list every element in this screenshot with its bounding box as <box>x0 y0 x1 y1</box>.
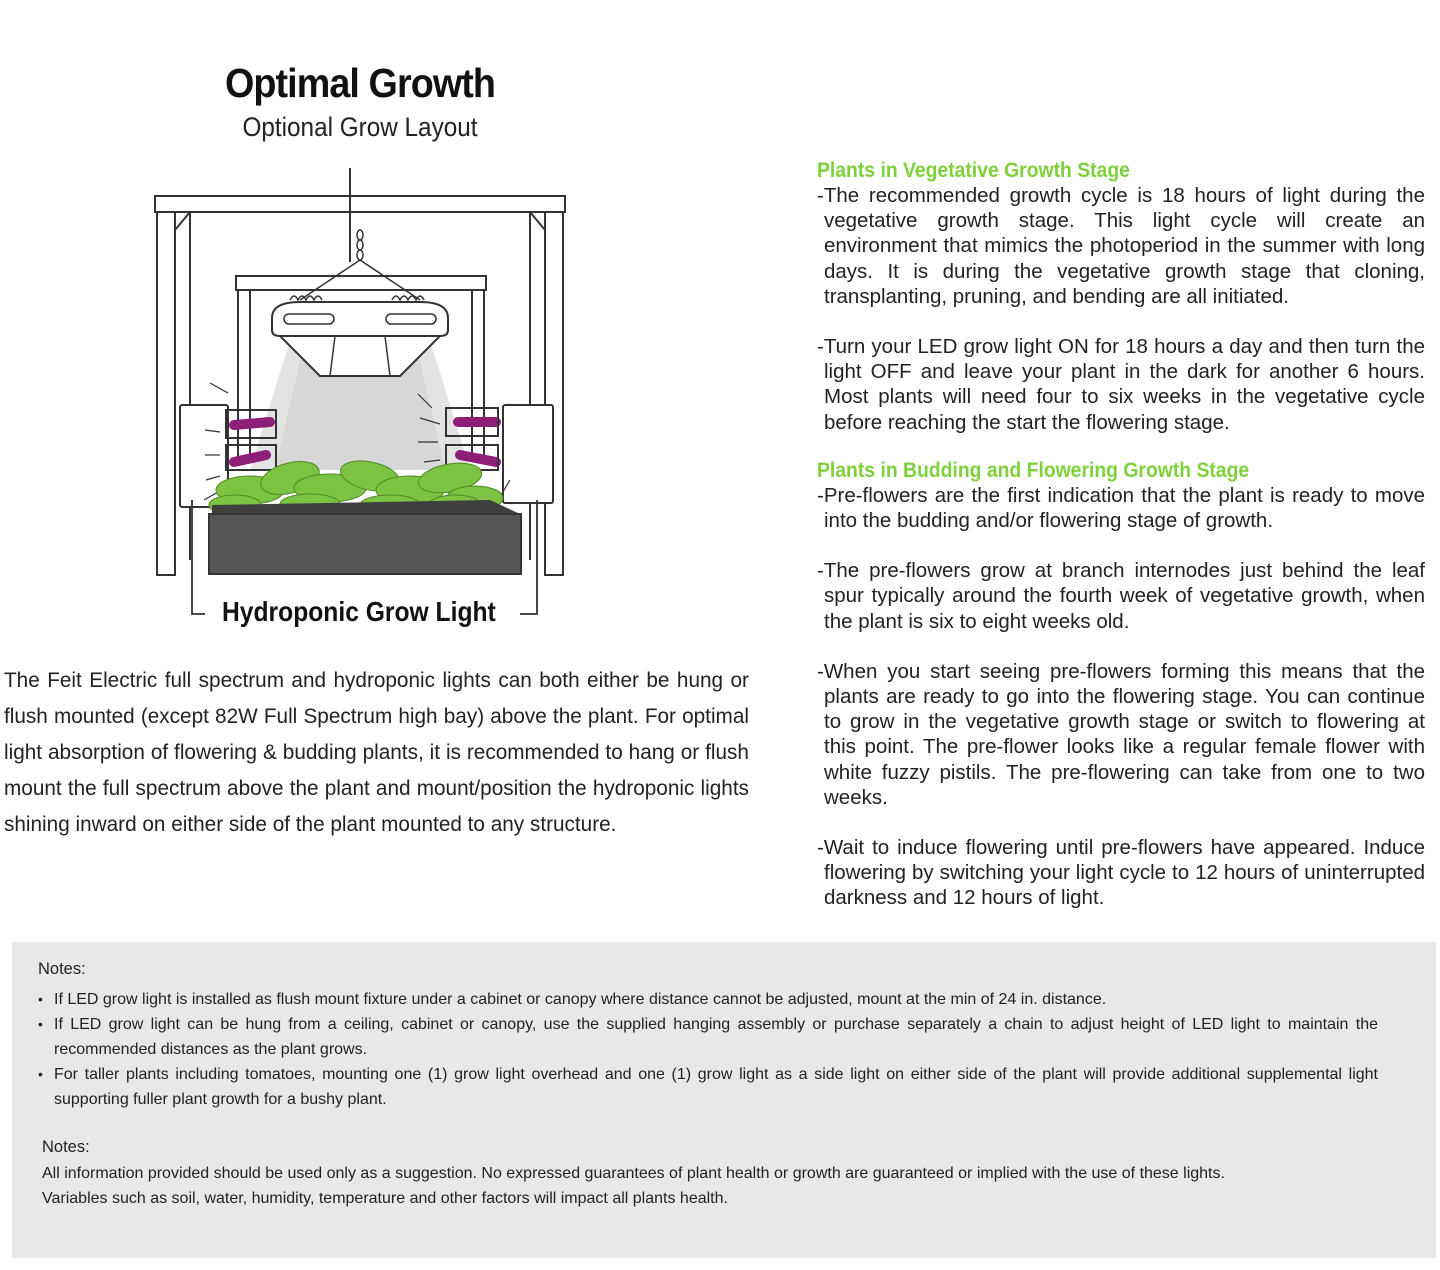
bullet-icon: • <box>38 1066 43 1082</box>
growth-stage-column <box>817 157 1425 936</box>
disclaimer-line: All information provided should be used only as a suggestion. No expressed guarantees of plant health or growth are guaranteed or implied with the use of these lights. <box>42 1165 1225 1182</box>
flowering-section <box>817 457 1425 911</box>
bullet-icon: • <box>38 1016 43 1032</box>
notes-list <box>38 987 1378 1112</box>
note-text: If LED grow light can be hung from a ceiling, cabinet or canopy, use the supplied hanging assembly or purchase separately a chain to adjust height of LED light to maintain the recommended distances as the plant grows. <box>54 1016 1378 1058</box>
paragraph: -When you start seeing pre-flowers forming this means that the plants are ready to go into the flowering stage. You can continue to grow in the vegetative growth stage or switch to flowering at this point. The pre-flower looks like a regular female flower with white fuzzy pistils. The pre-flowering can take from one to two weeks. <box>817 659 1425 809</box>
notes-box <box>12 942 1436 1258</box>
list-item <box>38 987 1378 1012</box>
paragraph: -Turn your LED grow light ON for 18 hours a day and then turn the light OFF and leave your plant in the dark for another 6 hours. Most plants will need four to six weeks in the vegetative cycle before reaching the start the flowering stage. <box>817 335 1425 434</box>
diagram-caption: Hydroponic Grow Light <box>222 596 496 627</box>
intro-paragraph: The Feit Electric full spectrum and hydroponic lights can both either be hung or flush mounted (except 82W Full Spectrum high bay) above the plant. For optimal light absorption of flowering & budding plants, it is recommended to hang or flush mount the full spectrum above the plant and mount/position the hydroponic lights shining inward on either side of the plant mounted to any structure. <box>4 668 749 836</box>
page-subtitle: Optional Grow Layout <box>242 112 478 142</box>
disclaimer-line: Variables such as soil, water, humidity, temperature and other factors will impact all plants health. <box>42 1190 728 1207</box>
paragraph: -Pre-flowers are the first indication that the plant is ready to move into the budding and/or flowering stage of growth. <box>817 483 1425 533</box>
paragraph: -Wait to induce flowering until pre-flowers have appeared. Induce flowering by switching your light cycle to 12 hours of uninterrupted darkness and 12 hours of light. <box>817 836 1425 910</box>
section-heading: Plants in Vegetative Growth Stage <box>817 158 1130 182</box>
notes-heading: Notes: <box>38 960 86 978</box>
vegetative-section <box>817 157 1425 435</box>
notes-heading: Notes: <box>42 1138 90 1156</box>
list-item <box>38 1062 1378 1112</box>
section-heading: Plants in Budding and Flowering Growth Stage <box>817 457 1250 482</box>
grow-tray-icon <box>209 500 521 574</box>
grow-layout-diagram <box>150 160 570 640</box>
bullet-icon: • <box>38 991 43 1007</box>
side-light-right <box>503 405 553 503</box>
disclaimer <box>42 1161 1362 1211</box>
list-item <box>38 1012 1378 1062</box>
note-text: For taller plants including tomatoes, mounting one (1) grow light overhead and one (1) grow light as a side light on either side of the plant will provide additional supplemental light supporting fuller plant growth for a bushy plant. <box>54 1066 1378 1108</box>
paragraph: -The pre-flowers grow at branch internodes just behind the leaf spur typically around the fourth week of vegetative growth, when the plant is six to eight weeks old. <box>817 559 1425 633</box>
note-text: If LED grow light is installed as flush mount fixture under a cabinet or canopy where distance cannot be adjusted, mount at the min of 24 in. distance. <box>54 991 1107 1008</box>
paragraph: -The recommended growth cycle is 18 hours of light during the vegetative growth stage. This light cycle will create an environment that mimics the photoperiod in the summer with long days. It is during the vegetative growth stage that cloning, transplanting, pruning, and bending are all initiated. <box>817 184 1425 308</box>
page-title: Optimal Growth <box>224 60 496 106</box>
